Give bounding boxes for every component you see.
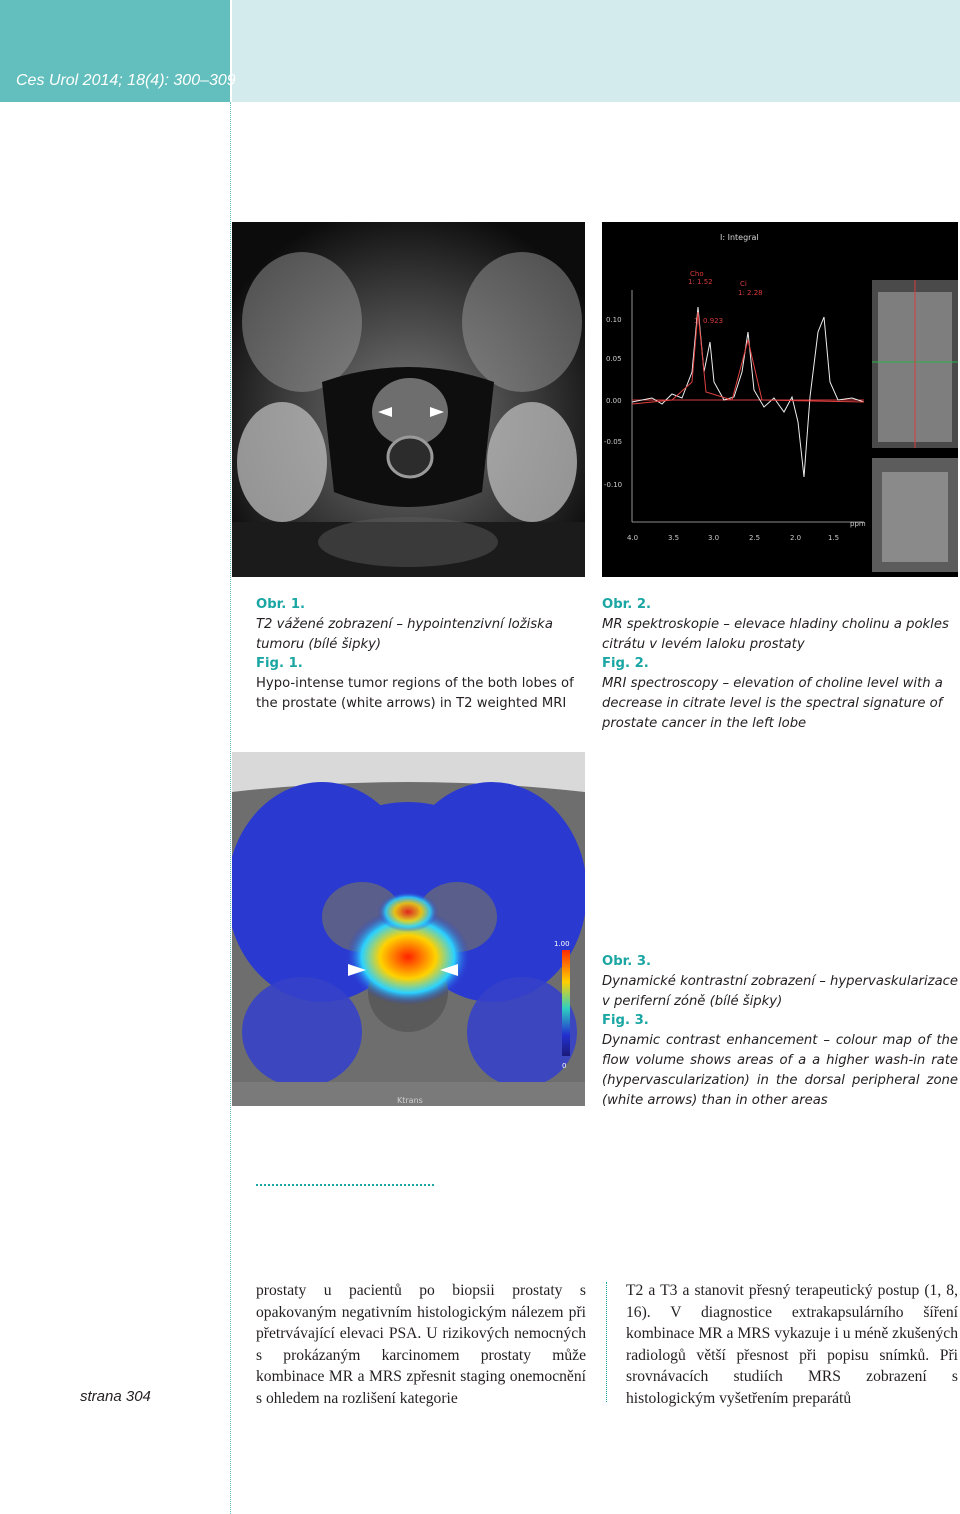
svg-text:-0.10: -0.10 [604,481,623,489]
figure-3-label-en: Fig. 3. [602,1013,649,1029]
header-band [232,0,960,102]
figure-1-label-cz: Obr. 1. [256,597,306,612]
figure-2-label-cz: Obr. 2. [602,597,652,612]
body-column-1: prostaty u pacientů po biopsii prostaty s opakovaným negativním histologickým nálezem při přetrvávající elevaci PSA. U rizikových nemocných s prokázaným karcinomem prostaty může kombinace MR a MRS zpřesnit staging onemocnění s ohledem na rozlišení kategorie [256,1282,586,1407]
column-divider [606,1282,607,1402]
svg-text:2.5: 2.5 [749,534,761,542]
figure-2-label-en: Fig. 2. [602,656,649,672]
svg-text:Cho: Cho [690,270,704,278]
figure-3-colour-map [232,752,585,1106]
margin-divider [230,102,231,1514]
svg-text:Ci: Ci [740,280,747,288]
figure-1-label-en: Fig. 1. [256,656,303,672]
scale-bottom-label: 0 [562,1062,567,1070]
svg-text:1: 1.52: 1: 1.52 [688,278,713,286]
figure-1-caption-en: Hypo-intense tumor regions of the both lobes of the prostate (white arrows) in T2 weighted MRI [256,676,574,711]
figure-1-mri-image [232,222,585,577]
svg-text:1: 2.28: 1: 2.28 [738,289,763,297]
spectrum-title: I: Integral [720,233,759,242]
journal-citation: Ces Urol 2014; 18(4): 300–309 [16,72,236,89]
section-separator [256,1184,434,1186]
svg-text:3.0: 3.0 [708,534,720,542]
figure-2-caption [602,595,958,734]
svg-text:0.05: 0.05 [606,355,622,363]
svg-text:-0.05: -0.05 [604,438,623,446]
figure-1-caption [256,595,586,714]
figure-3-caption-cz: Dynamické kontrastní zobrazení – hypervaskularizace v periferní zóně (bílé šipky) [602,973,959,1009]
svg-text:1.5: 1.5 [828,534,840,542]
figure-2-caption-en: MRI spectroscopy – elevation of choline level with a decrease in citrate level is the spectral signature of prostate cancer in the left lobe [602,676,943,731]
svg-text:0.00: 0.00 [606,397,622,405]
figure-3-label-cz: Obr. 3. [602,954,652,969]
figure-2-spectroscopy [602,222,958,577]
scale-top-label: 1.00 [554,940,570,948]
svg-text:1: 0.923: 1: 0.923 [694,317,724,325]
figure-2-caption-cz: MR spektroskopie – elevace hladiny cholinu a pokles citrátu v levém laloku prostaty [602,616,949,652]
page-number: strana 304 [80,1388,151,1405]
svg-text:ppm: ppm [850,520,866,528]
svg-text:3.5: 3.5 [668,534,680,542]
figure-3-caption [602,952,958,1110]
map-label: Ktrans [397,1096,423,1105]
svg-text:0.10: 0.10 [606,316,622,324]
svg-text:4.0: 4.0 [627,534,639,542]
figure-3-caption-en: Dynamic contrast enhancement – colour map of the flow volume shows areas of a a higher wash-in rate (hypervascularization) in the dorsal peripheral zone (white arrows) than in other areas [602,1033,958,1108]
svg-text:2.0: 2.0 [790,534,802,542]
body-column-2: T2 a T3 a stanovit přesný terapeutický postup (1, 8, 16). V diagnostice extrakapsulárního šíření kombinace MR a MRS vykazuje i u méně zkušených radiologů větší přesnost při popisu snímků. Při srovnávacích studiích MRS zobrazení s histologickým vyšetřením preparátů [626,1282,958,1407]
figure-1-caption-cz: T2 vážené zobrazení – hypointenzivní ložiska tumoru (bílé šipky) [256,616,553,652]
